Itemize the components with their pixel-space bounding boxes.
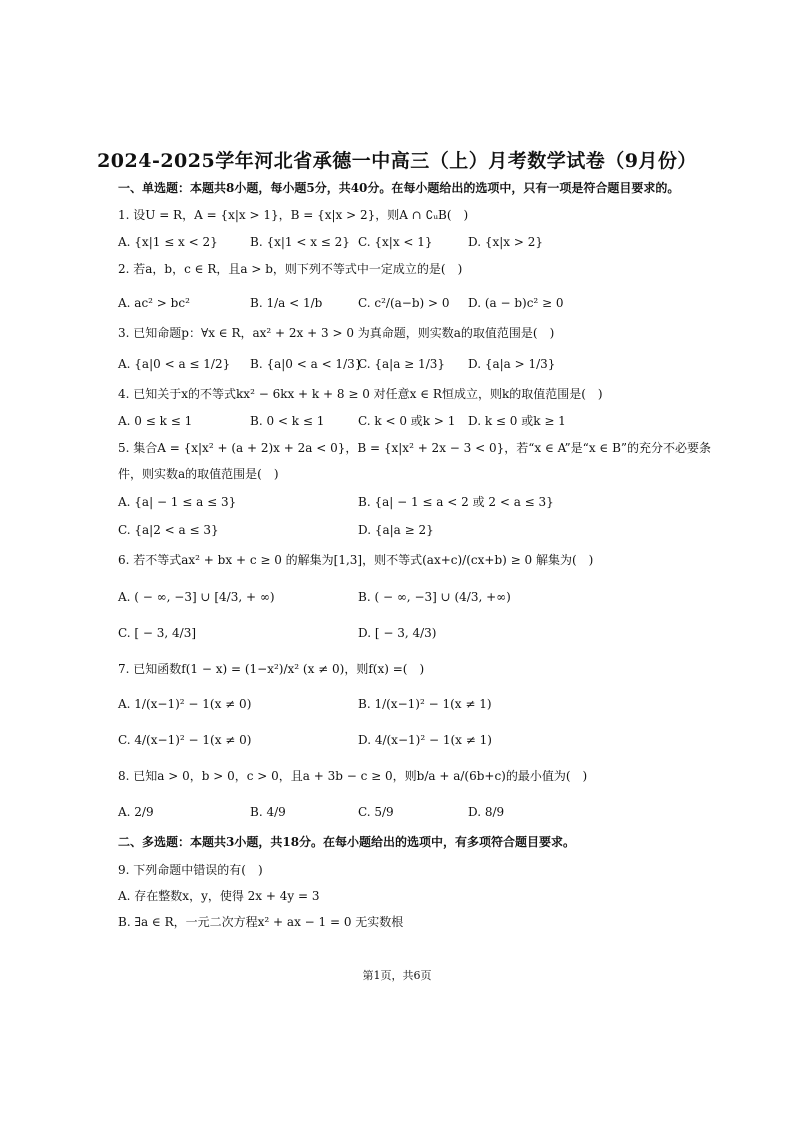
q5-option-a: A. {a| − 1 ≤ a ≤ 3} bbox=[118, 495, 237, 509]
question-8-stem: 8. 已知a > 0，b > 0，c > 0，且a + 3b − c ≥ 0，则b/a + a/(6b+c)的最小值为( ) bbox=[118, 769, 588, 783]
q4-option-a: A. 0 ≤ k ≤ 1 bbox=[118, 414, 193, 428]
question-1-stem: 1. 设U = R，A = {x|x > 1}，B = {x|x > 2}，则A ∩ ∁ᵤB( ) bbox=[118, 208, 469, 222]
section-heading-2: 二、多选题：本题共3小题，共18分。在每小题给出的选项中，有多项符合题目要求。 bbox=[118, 835, 576, 849]
question-3-stem: 3. 已知命题p：∀x ∈ R，ax² + 2x + 3 > 0 为真命题，则实数a的取值范围是( ) bbox=[118, 326, 555, 340]
section-heading-1: 一、单选题：本题共8小题，每小题5分，共40分。在每小题给出的选项中，只有一项是符合题目要求的。 bbox=[118, 181, 680, 195]
question-4-stem: 4. 已知关于x的不等式kx² − 6kx + k + 8 ≥ 0 对任意x ∈ R恒成立，则k的取值范围是( ) bbox=[118, 387, 603, 401]
q8-option-d: D. 8/9 bbox=[468, 805, 505, 819]
q2-option-a: A. ac² > bc² bbox=[118, 296, 190, 310]
q5-option-b: B. {a| − 1 ≤ a < 2 或 2 < a ≤ 3} bbox=[358, 495, 554, 509]
question-9-stem: 9. 下列命题中错误的有( ) bbox=[118, 863, 263, 877]
page-title: 2024-2025学年河北省承德一中高三（上）月考数学试卷（9月份） bbox=[97, 150, 697, 172]
q5-option-c: C. {a|2 < a ≤ 3} bbox=[118, 523, 219, 537]
q3-option-d: D. {a|a > 1/3} bbox=[468, 357, 556, 371]
q1-option-d: D. {x|x > 2} bbox=[468, 235, 543, 249]
q5-option-d: D. {a|a ≥ 2} bbox=[358, 523, 434, 537]
q9-option-a: A. 存在整数x，y，使得 2x + 4y = 3 bbox=[118, 889, 320, 903]
q2-option-c: C. c²/(a−b) > 0 bbox=[358, 296, 450, 310]
q6-option-d: D. [ − 3, 4/3) bbox=[358, 626, 437, 640]
question-5-stem-cont: 件，则实数a的取值范围是( ) bbox=[118, 467, 279, 481]
q9-option-b: B. ∃a ∈ R，一元二次方程x² + ax − 1 = 0 无实数根 bbox=[118, 915, 404, 929]
q1-option-a: A. {x|1 ≤ x < 2} bbox=[118, 235, 218, 249]
q6-option-a: A. ( − ∞, −3] ∪ [4/3, + ∞) bbox=[118, 590, 275, 604]
q8-option-c: C. 5/9 bbox=[358, 805, 394, 819]
q3-option-b: B. {a|0 < a < 1/3} bbox=[250, 357, 363, 371]
question-7-stem: 7. 已知函数f(1 − x) = (1−x²)/x² (x ≠ 0)，则f(x) =( ) bbox=[118, 662, 425, 676]
q6-option-b: B. ( − ∞, −3] ∪ (4/3, +∞) bbox=[358, 590, 511, 604]
q4-option-b: B. 0 < k ≤ 1 bbox=[250, 414, 325, 428]
q2-option-d: D. (a − b)c² ≥ 0 bbox=[468, 296, 564, 310]
q2-option-b: B. 1/a < 1/b bbox=[250, 296, 323, 310]
q3-option-a: A. {a|0 < a ≤ 1/2} bbox=[118, 357, 231, 371]
q8-option-a: A. 2/9 bbox=[118, 805, 154, 819]
q4-option-d: D. k ≤ 0 或k ≥ 1 bbox=[468, 414, 566, 428]
q7-option-c: C. 4/(x−1)² − 1(x ≠ 0) bbox=[118, 733, 252, 747]
q6-option-c: C. [ − 3, 4/3] bbox=[118, 626, 197, 640]
q7-option-b: B. 1/(x−1)² − 1(x ≠ 1) bbox=[358, 697, 492, 711]
q7-option-d: D. 4/(x−1)² − 1(x ≠ 1) bbox=[358, 733, 492, 747]
question-5-stem: 5. 集合A = {x|x² + (a + 2)x + 2a < 0}，B = {x|x² + 2x − 3 < 0}，若“x ∈ A”是“x ∈ B”的充分不必要条 bbox=[118, 441, 712, 455]
q7-option-a: A. 1/(x−1)² − 1(x ≠ 0) bbox=[118, 697, 252, 711]
question-2-stem: 2. 若a，b，c ∈ R，且a > b，则下列不等式中一定成立的是( ) bbox=[118, 262, 463, 276]
q3-option-c: C. {a|a ≥ 1/3} bbox=[358, 357, 445, 371]
q4-option-c: C. k < 0 或k > 1 bbox=[358, 414, 456, 428]
q8-option-b: B. 4/9 bbox=[250, 805, 286, 819]
q1-option-c: C. {x|x < 1} bbox=[358, 235, 433, 249]
q1-option-b: B. {x|1 < x ≤ 2} bbox=[250, 235, 350, 249]
question-6-stem: 6. 若不等式ax² + bx + c ≥ 0 的解集为[1,3]，则不等式(ax+c)/(cx+b) ≥ 0 解集为( ) bbox=[118, 553, 594, 567]
page-footer: 第1页，共6页 bbox=[362, 969, 432, 982]
